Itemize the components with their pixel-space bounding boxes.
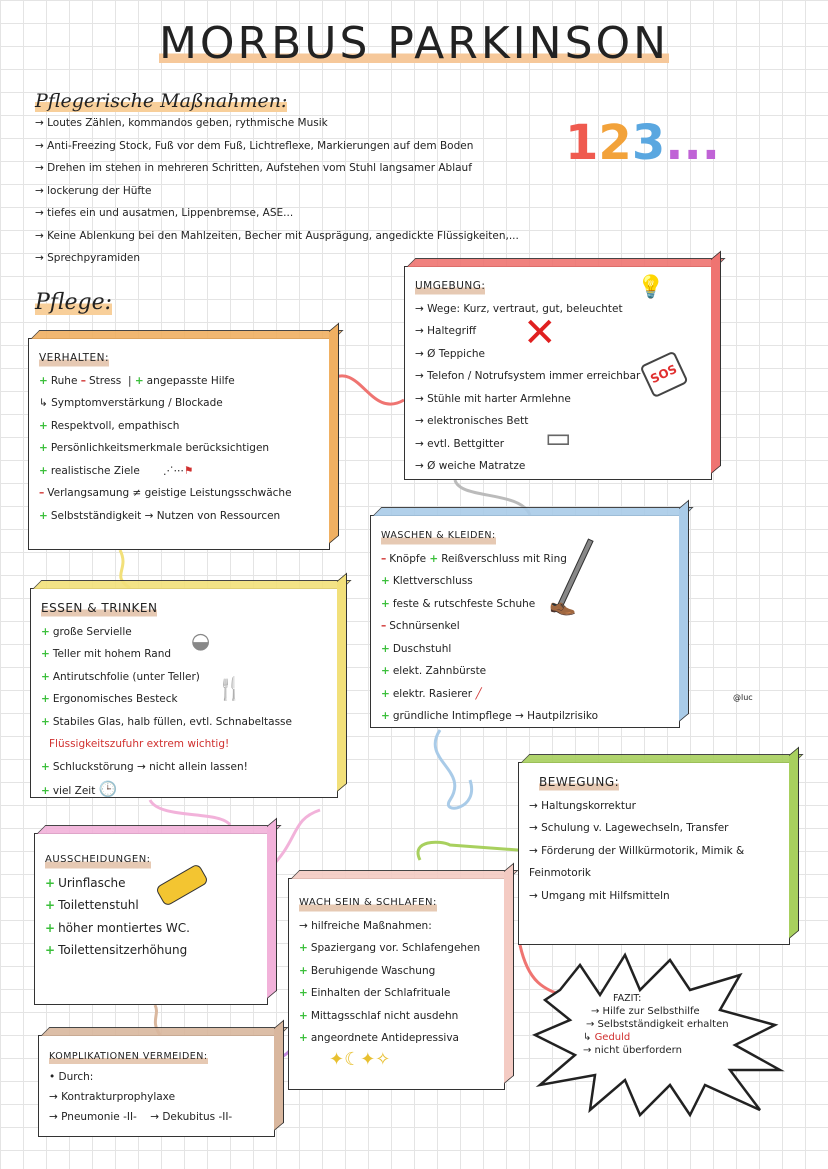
item: → Schulung v. Lagewechseln, Transfer [529, 822, 729, 834]
item: gründliche Intimpflege → Hautpilzrisiko [392, 710, 599, 722]
item: → Haltegriff [415, 325, 477, 337]
list-item: → Loutes Zählen, kommandos geben, rythmische Musik [35, 117, 328, 129]
item: höher montiertes WC. [58, 920, 190, 935]
item: → Haltungskorrektur [529, 799, 636, 812]
item: → Stühle mit harter Armlehne [415, 392, 571, 405]
item: Beruhigende Waschung [310, 964, 436, 977]
list-item: → Keine Ablenkung bei den Mahlzeiten, Becher mit Ausprägung, angedickte Flüssigkeiten,... [35, 229, 519, 242]
cutlery-icon: 🍴 [216, 677, 244, 702]
crossed-rug-icon: ✕ [523, 310, 557, 356]
item: → Telefon / Notrufsystem immer erreichbar [415, 370, 641, 382]
item: → Pneumonie -II- → Dekubitus -II- [49, 1111, 233, 1123]
pflege-heading: Pflege: [35, 290, 113, 315]
card-title: UMGEBUNG: [415, 275, 485, 298]
item: viel Zeit [52, 785, 96, 797]
essen-card: ESSEN & TRINKEN + große Servielle + Teller mit hohem Rand + Antirutschfolie (unter Teller) + Ergonomisches Besteck + Stabiles Glas, halb füllen, evtl. Schnabeltasse Flüssigkeitszufuhr extrem wichtig! + Schluckstörung → nicht allein lassen! + viel Zeit 🕒 ◒ 🍴 [30, 588, 338, 798]
item: Antirutschfolie (unter Teller) [52, 670, 200, 683]
page-title: MORBUS PARKINSON [158, 18, 670, 69]
item: → Wege: Kurz, vertraut, gut, beleuchtet [415, 302, 623, 315]
light-bulb-icon: 💡 [637, 275, 665, 300]
item: Duschstuhl [392, 642, 452, 655]
number-2: 2 [598, 115, 632, 171]
item: Toilettenstuhl [58, 898, 139, 912]
item: Geduld [594, 1032, 631, 1043]
plate-icon: ◒ [191, 629, 211, 654]
item: angeordnete Antidepressiva [310, 1032, 459, 1044]
item: → Ø weiche Matratze [415, 460, 526, 472]
fazit-section [583, 992, 729, 1057]
card-title: VERHALTEN: [39, 347, 109, 370]
item: Stabiles Glas, halb füllen, evtl. Schnabeltasse [52, 715, 292, 728]
card-title: ESSEN & TRINKEN [41, 597, 157, 620]
item: Schnürsenkel [389, 620, 460, 632]
item: Verlangsamung ≠ geistige Leistungsschwäche [47, 487, 292, 499]
item: elekt. Zahnbürste [392, 665, 487, 677]
number-3: 3 [631, 115, 666, 171]
massnahmen-heading: Pflegerische Maßnahmen: [35, 90, 288, 112]
item: → hilfreiche Maßnahmen: [299, 919, 432, 932]
item: Reißverschluss mit Ring [441, 552, 567, 565]
waschen-card: WASCHEN & KLEIDEN: – Knöpfe + Reißverschluss mit Ring + Klettverschluss + feste & rutschfeste Schuhe – Schnürsenkel + Duschstuhl + elekt. Zahnbürste + elektr. Rasierer ╱ + gründliche Intimpflege → Hautpilzrisiko 👞 [370, 515, 680, 728]
item: Ergonomisches Besteck [52, 693, 178, 705]
item: → elektronisches Bett [415, 415, 529, 427]
item: → evtl. Bettgitter [415, 437, 505, 450]
komplikationen-card [38, 1035, 275, 1137]
item: angepasste Hilfe [146, 374, 235, 387]
phone-sos-icon: SOS [639, 351, 688, 398]
warning-text: Flüssigkeitszufuhr extrem wichtig! [49, 738, 230, 750]
item: ↳ Symptomverstärkung / Blockade [39, 397, 223, 409]
arrow: ↳ [583, 1032, 595, 1043]
fazit-title: FAZIT: [613, 993, 642, 1004]
massnahmen-list [35, 112, 519, 270]
clock-icon: 🕒 [98, 780, 118, 798]
bed-icon: ▭ [545, 421, 572, 454]
bewegung-card [518, 762, 790, 945]
verhalten-card: VERHALTEN: + Ruhe – Stress | + angepasste Hilfe ↳ Symptomverstärkung / Blockade + Respektvoll, empathisch + Persönlichkeitsmerkmale berücksichtigen + realistische Ziele ⋰⋯⚑ – Verlangsamung ≠ geistige Leistungsschwäche + Selbstständigkeit → Nutzen von Ressourcen [28, 338, 330, 550]
item: Urinflasche [58, 875, 126, 890]
item: → Ø Teppiche [415, 347, 485, 360]
card-title: WASCHEN & KLEIDEN: [381, 525, 496, 548]
item: → Selbstständigkeit erhalten [586, 1019, 729, 1030]
list-item: → Anti-Freezing Stock, Fuß vor dem Fuß, Lichtreflexe, Markierungen auf dem Boden [35, 139, 474, 152]
list-item: → tiefes ein und ausatmen, Lippenbremse, ASE... [35, 207, 294, 219]
item: Selbstständigkeit → Nutzen von Ressourcen [50, 509, 281, 522]
card-title: BEWEGUNG: [539, 771, 619, 794]
list-item: → Drehen im stehen in mehreren Schritten, Aufstehen vom Stuhl langsamer Ablauf [35, 162, 472, 174]
item: feste & rutschfeste Schuhe [392, 597, 536, 610]
item: → Kontrakturprophylaxe [49, 1091, 176, 1103]
item: Ruhe [50, 374, 78, 387]
item: • Durch: [49, 1071, 94, 1083]
signature: @luc [733, 693, 753, 702]
number-dots: ... [665, 115, 720, 171]
shoe-icon: 👞 [549, 592, 577, 617]
razor-icon: ╱ [475, 687, 482, 700]
item: Teller mit hohem Rand [52, 648, 172, 660]
wach-card: WACH SEIN & SCHLAFEN: → hilfreiche Maßnahmen: + Spaziergang vor. Schlafengehen + Beruhigende Waschung + Einhalten der Schlafrituale + Mittagsschlaf nicht ausdehn + angeordnete Antidepressiva ✦☾✦✧ [288, 878, 505, 1090]
moon-stars-icon: ✦☾✦✧ [329, 1048, 391, 1070]
item: → Hilfe zur Selbsthilfe [591, 1006, 700, 1017]
item: Einhalten der Schlafrituale [310, 987, 451, 999]
item: elektr. Rasierer [392, 687, 473, 700]
card-title: WACH SEIN & SCHLAFEN: [299, 892, 437, 915]
item: Spaziergang vor. Schlafengehen [310, 942, 481, 954]
item: realistische Ziele [50, 464, 140, 477]
item: → Förderung der Willkürmotorik, Mimik & Feinmotorik [529, 844, 745, 879]
flag-icon: ⚑ [184, 464, 194, 477]
number-1: 1 [565, 115, 599, 171]
counting-numbers [565, 115, 720, 171]
list-item: → lockerung der Hüfte [35, 184, 152, 197]
item: Toilettensitzerhöhung [58, 943, 188, 957]
item: → Umgang mit Hilfsmitteln [529, 889, 670, 902]
item: Persönlichkeitsmerkmale berücksichtigen [50, 442, 270, 454]
list-item: → Sprechpyramiden [35, 252, 140, 264]
item: → nicht überfordern [583, 1045, 682, 1056]
item: Schluckstörung → nicht allein lassen! [52, 760, 248, 773]
item: Mittagsschlaf nicht ausdehn [310, 1009, 459, 1022]
ausscheidungen-card: AUSSCHEIDUNGEN: + Urinflasche + Toilettenstuhl + höher montiertes WC. + Toilettensitzerhöhung [34, 833, 268, 1005]
massnahmen-section [35, 90, 519, 270]
item: Knöpfe [389, 552, 427, 565]
umgebung-card [404, 266, 712, 480]
item: Stress [89, 374, 122, 387]
item: große Servielle [52, 625, 132, 638]
card-title: AUSSCHEIDUNGEN: [45, 849, 151, 872]
item: Klettverschluss [392, 575, 473, 587]
card-title: KOMPLIKATIONEN VERMEIDEN: [49, 1047, 208, 1067]
item: Respektvoll, empathisch [50, 419, 180, 432]
